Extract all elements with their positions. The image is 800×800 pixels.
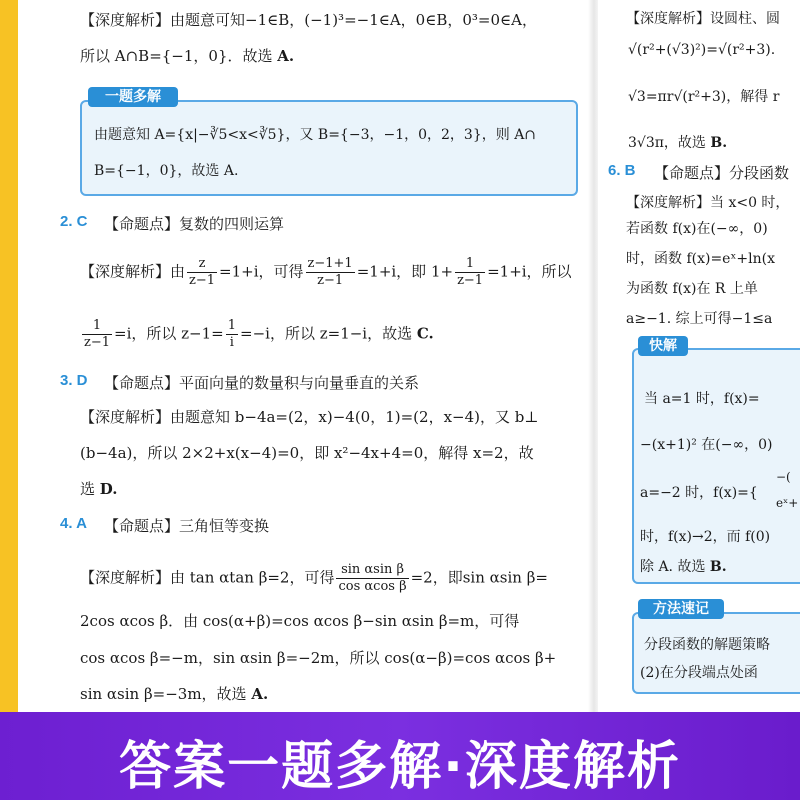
q3-analysis-line1: 【深度解析】由题意知 b−4a=(2，x)−4(0，1)=(2，x−4)，又 b⊥ [80, 408, 539, 426]
r-analysis-line4: 3√3π，故选 B. [628, 135, 728, 151]
q6-title: 【命题点】分段函数 [654, 164, 790, 182]
quick-line3-case2: eˣ+ [776, 496, 799, 510]
quick-line5: 除 A. 故选 B. [640, 559, 727, 575]
quick-line3-case1: −( [776, 470, 791, 484]
quick-line3: a=−2 时，f(x)={ [640, 485, 758, 501]
quick-line1: 当 a=1 时，f(x)= [644, 391, 760, 407]
q6-analysis-line5: a≥−1. 综上可得−1≤a [626, 311, 773, 327]
r-analysis-line2: √(r²+(√3)²)=√(r²+3). [628, 42, 776, 58]
q2-analysis-line2: $\frac{1}{z-1}$ =i，所以 z−1= $\frac{1}{i}$ =−i，所以 z=1−i，故选 C. [84, 318, 434, 350]
alt-solution-line1: 由题意知 A={x|−∛5<x<∛5}，又 B={−3，−1，0，2，3}，则 A∩ [94, 127, 537, 143]
quick-solution-tag: 快解 [638, 336, 688, 356]
q4-analysis-line2: 2cos αcos β．由 cos(α+β)=cos αcos β−sin αsin β=m，可得 [80, 612, 520, 630]
q1-analysis-line2: 所以 A∩B={−1，0}．故选 A. [80, 47, 295, 65]
q3-analysis-line2: (b−4a)，所以 2×2+x(x−4)=0，即 x²−4x+4=0，解得 x=2，故 [80, 444, 534, 462]
right-page [598, 0, 800, 712]
yellow-edge-strip [0, 0, 18, 712]
r-analysis-line3: √3=πr√(r²+3)，解得 r [628, 89, 780, 105]
promo-banner-text: 答案一题多解·深度解析 [119, 737, 681, 797]
book-gutter [588, 0, 598, 712]
quick-solution-box [632, 348, 800, 584]
q6-analysis-line3: 时，函数 f(x)=eˣ+ln(x [626, 251, 775, 267]
quick-line4: 时，f(x)→2，而 f(0) [640, 529, 771, 545]
q2-title: 【命题点】复数的四则运算 [104, 215, 285, 233]
q2-analysis-line1: 【深度解析】由 $\frac{z}{z-1}$ =1+i，可得 $\frac{z-1+1}{z-1}$ =1+i，即 1+ $\frac{1}{z-1}$ =1+i，所以 [80, 256, 572, 288]
q2-number: 2. C [60, 213, 88, 230]
method-summary-tag: 方法速记 [638, 599, 724, 619]
quick-line2: −(x+1)² 在(−∞，0) [640, 437, 773, 453]
r-analysis-line1: 【深度解析】设圆柱、圆 [626, 11, 780, 27]
q3-title: 【命题点】平面向量的数量积与向量垂直的关系 [104, 374, 420, 392]
q4-title: 【命题点】三角恒等变换 [104, 517, 270, 535]
q4-analysis-line1: 【深度解析】由 tan αtan β=2，可得 $\frac{\text{sin αsin β}}{\text{cos αcos β}}$ =2，即sin αsin β= [80, 562, 548, 594]
alt-solution-line2: B={−1，0}，故选 A. [94, 163, 239, 179]
alt-solution-tag: 一题多解 [88, 87, 178, 107]
q4-number: 4. A [60, 515, 87, 532]
q6-analysis-line4: 为函数 f(x)在 R 上单 [626, 281, 758, 297]
alt-solution-box [80, 100, 578, 196]
q6-analysis-line1: 【深度解析】当 x<0 时， [626, 195, 790, 211]
q6-number: 6. B [608, 162, 636, 179]
q4-analysis-line3: cos αcos β=−m，sin αsin β=−2m，所以 cos(α−β)=cos αcos β+ [80, 649, 557, 667]
q6-analysis-line2: 若函数 f(x)在(−∞，0) [626, 221, 768, 237]
q4-analysis-line4: sin αsin β=−3m，故选 A. [80, 685, 269, 703]
q1-analysis-line1: 【深度解析】由题意可知−1∈B，(−1)³=−1∈A，0∈B，0³=0∈A， [80, 11, 537, 29]
method-line2: (2)在分段端点处函 [640, 665, 758, 681]
q3-number: 3. D [60, 372, 88, 389]
q3-analysis-line3: 选 D. [80, 480, 118, 498]
method-line1: 分段函数的解题策略 [644, 637, 770, 653]
